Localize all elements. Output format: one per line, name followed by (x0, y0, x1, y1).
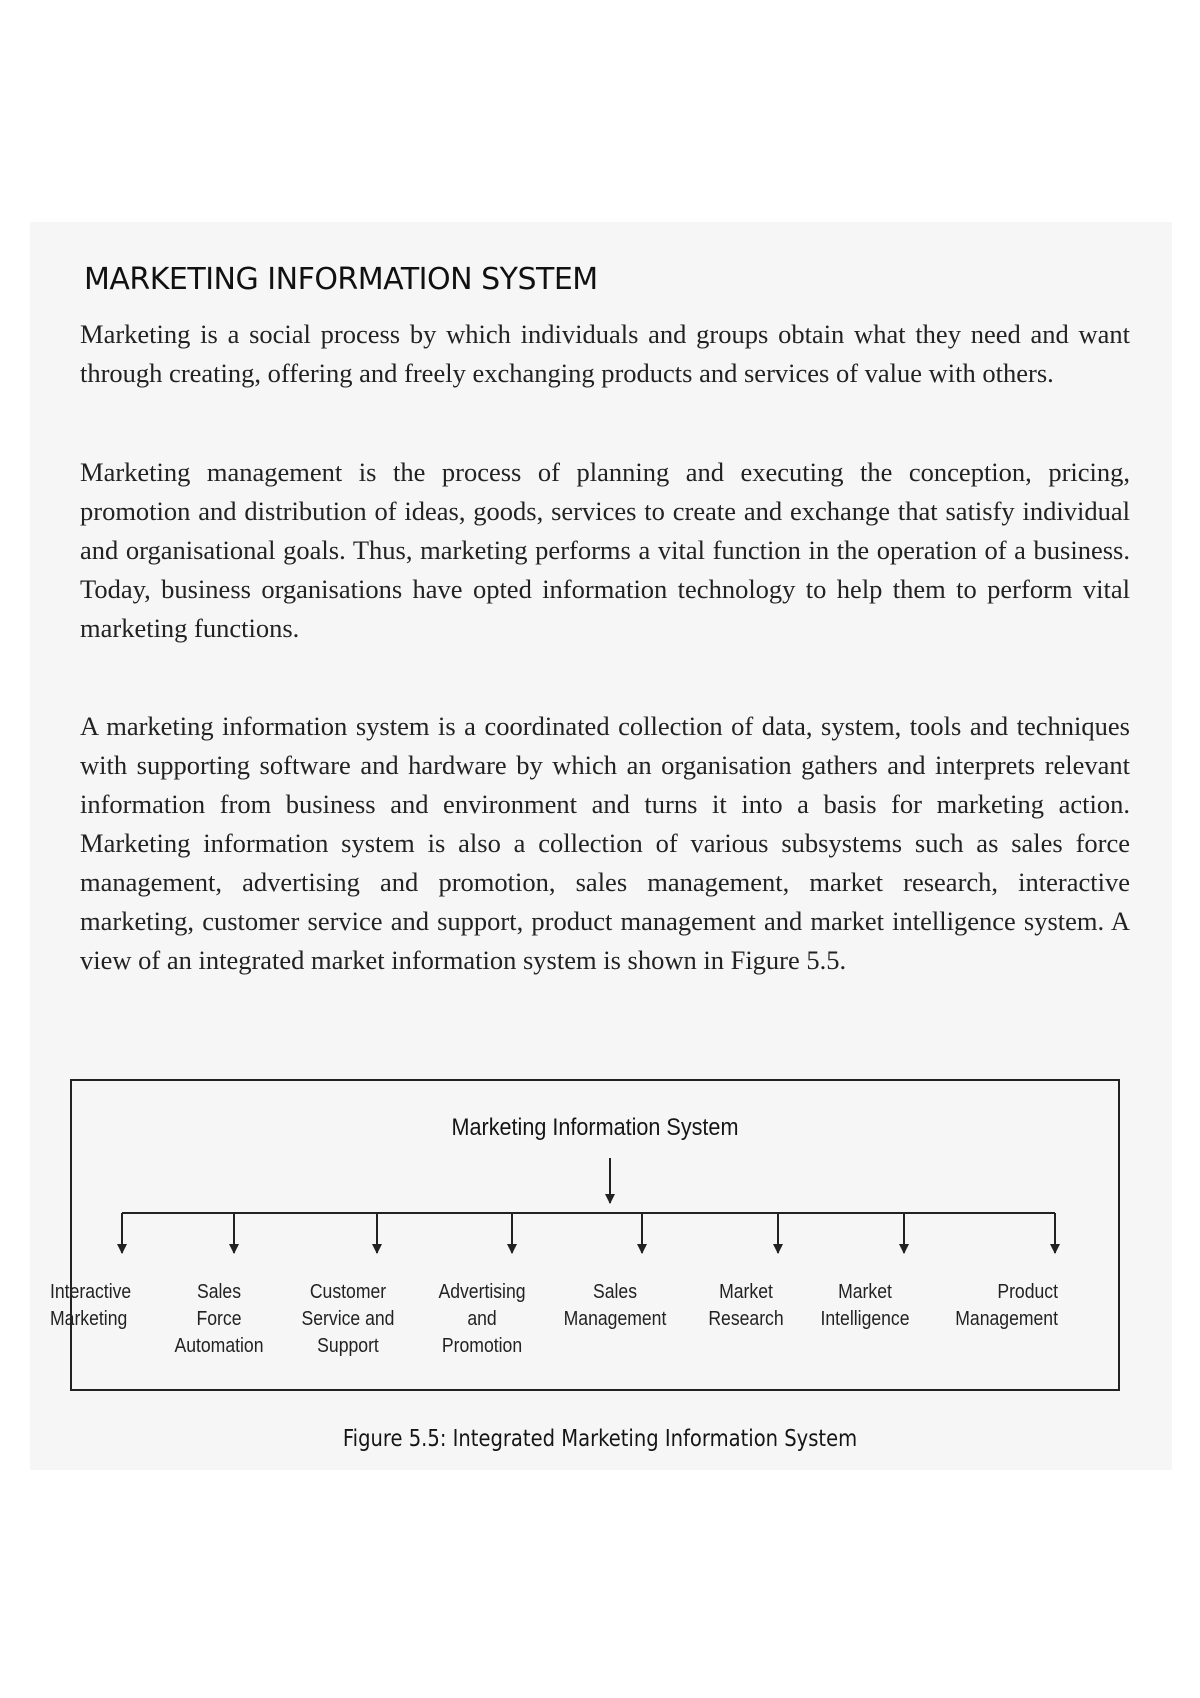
paragraph-2: Marketing management is the process of planning and executing the conception, pricing, promotion and distribution of ideas, goods, services to create and exchange that satisfy individual and organisational goals. Thus, marketing performs a vital function in the operation of a business. Today, business organisations have opted information technology to help them to perform vital marketing functions. (80, 457, 1130, 643)
diagram-node-line: Marketing (50, 1308, 128, 1330)
diagram-node-line: Interactive (50, 1281, 132, 1303)
diagram-node-line: Customer (309, 1281, 387, 1303)
diagram-node-line: Market (719, 1281, 773, 1303)
diagram-node (416, 1279, 548, 1360)
diagram-node-line: Intelligence (820, 1308, 910, 1330)
diagram-node (549, 1279, 681, 1333)
diagram-node-line: Automation (174, 1335, 264, 1357)
diagram-node-line: Force (196, 1308, 242, 1330)
paragraph-3: A marketing information system is a coordinated collection of data, system, tools and techniques with supporting software and hardware by which an organisation gathers and interprets relevant information from business and environment and turns it into a basis for marketing action. Marketing information system is also a collection of various subsystems such as sales force management, advertising and promotion, sales management, market research, interactive marketing, customer service and support, product management and market intelligence system. A view of an integrated market information system is shown in Figure 5.5. (80, 711, 1130, 975)
diagram-node (680, 1279, 812, 1333)
diagram-node-line: Product (997, 1281, 1058, 1303)
section-heading: MARKETING INFORMATION SYSTEM (84, 262, 598, 297)
diagram-title: Marketing Information System (451, 1114, 739, 1141)
diagram-node (282, 1279, 414, 1360)
diagram-node-line: Service and (301, 1308, 395, 1330)
diagram-node-line: Support (317, 1335, 379, 1357)
figure-caption: Figure 5.5: Integrated Marketing Information System (342, 1426, 858, 1452)
diagram-node (799, 1279, 931, 1333)
diagram-node (153, 1279, 285, 1360)
paragraph-1: Marketing is a social process by which individuals and groups obtain what they need and want through creating, offering and freely exchanging products and services of value with others. (80, 319, 1130, 388)
diagram-node-line: Advertising (438, 1281, 526, 1303)
diagram-node-line: Management (563, 1308, 667, 1330)
diagram-node-line: Market (838, 1281, 892, 1303)
diagram-node-line: and (467, 1308, 497, 1330)
diagram-node (926, 1279, 1058, 1333)
diagram-node-line: Research (708, 1308, 784, 1330)
diagram-node-line: Sales (592, 1281, 638, 1303)
diagram-node-line: Sales (196, 1281, 242, 1303)
figure-diagram (50, 1079, 1120, 1391)
diagram-node-line: Promotion (441, 1335, 523, 1357)
diagram-node-line: Management (955, 1308, 1058, 1330)
